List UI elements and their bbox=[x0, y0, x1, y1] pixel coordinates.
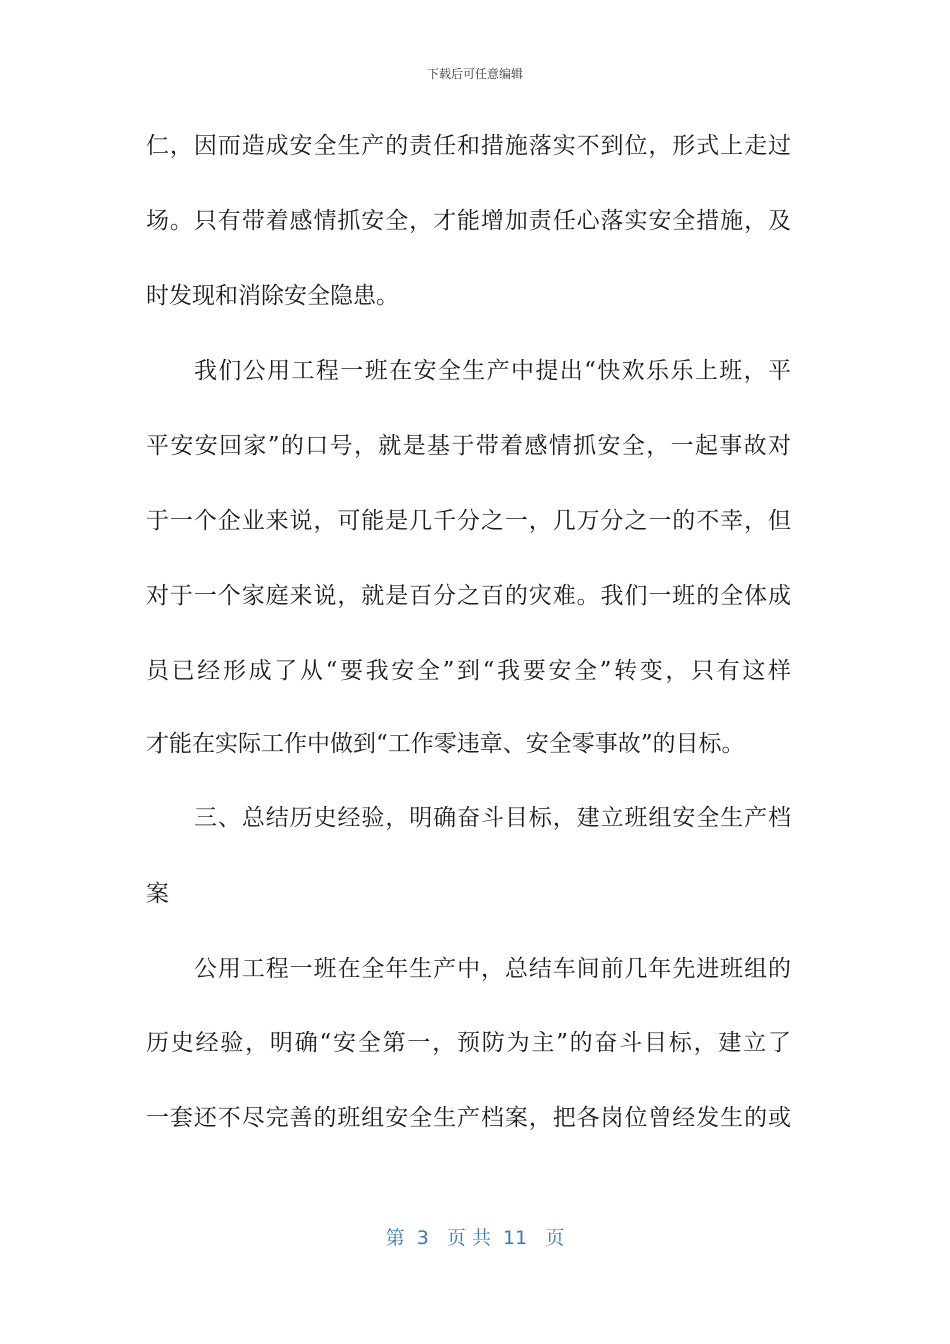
text-line: 才能在实际工作中做到“工作零违章、安全零事故”的目标。 bbox=[146, 731, 745, 757]
text-line: 场。只有带着感情抓安全，才能增加责任心落实安全措施，及 bbox=[146, 208, 791, 234]
text-line: 于一个企业来说，可能是几千分之一，几万分之一的不幸，但 bbox=[146, 508, 791, 534]
text-line: 时发现和消除安全隐患。 bbox=[146, 283, 399, 309]
text-line: 一套还不尽完善的班组安全生产档案，把各岗位曾经发生的或 bbox=[146, 1105, 791, 1131]
text-line: 员已经形成了从“要我安全”到“我要安全”转变，只有这样 bbox=[146, 658, 791, 684]
section-heading-line: 案 bbox=[146, 881, 169, 907]
text-line: 我们公用工程一班在安全生产中提出“快欢乐乐上班，平 bbox=[194, 358, 791, 384]
text-line: 仁，因而造成安全生产的责任和措施落实不到位，形式上走过 bbox=[146, 133, 791, 159]
text-line: 历史经验，明确“安全第一，预防为主”的奋斗目标，建立了 bbox=[146, 1030, 791, 1056]
page-number-footer: 第 3 页 共 11 页 bbox=[385, 1227, 565, 1249]
section-heading-line: 三、总结历史经验，明确奋斗目标，建立班组安全生产档 bbox=[194, 805, 791, 831]
header-note: 下载后可任意编辑 bbox=[426, 67, 523, 81]
text-line: 平安安回家”的口号，就是基于带着感情抓安全，一起事故对 bbox=[146, 433, 791, 459]
text-line: 公用工程一班在全年生产中，总结车间前几年先进班组的 bbox=[194, 956, 791, 982]
text-line: 对于一个家庭来说，就是百分之百的灾难。我们一班的全体成 bbox=[146, 583, 791, 609]
